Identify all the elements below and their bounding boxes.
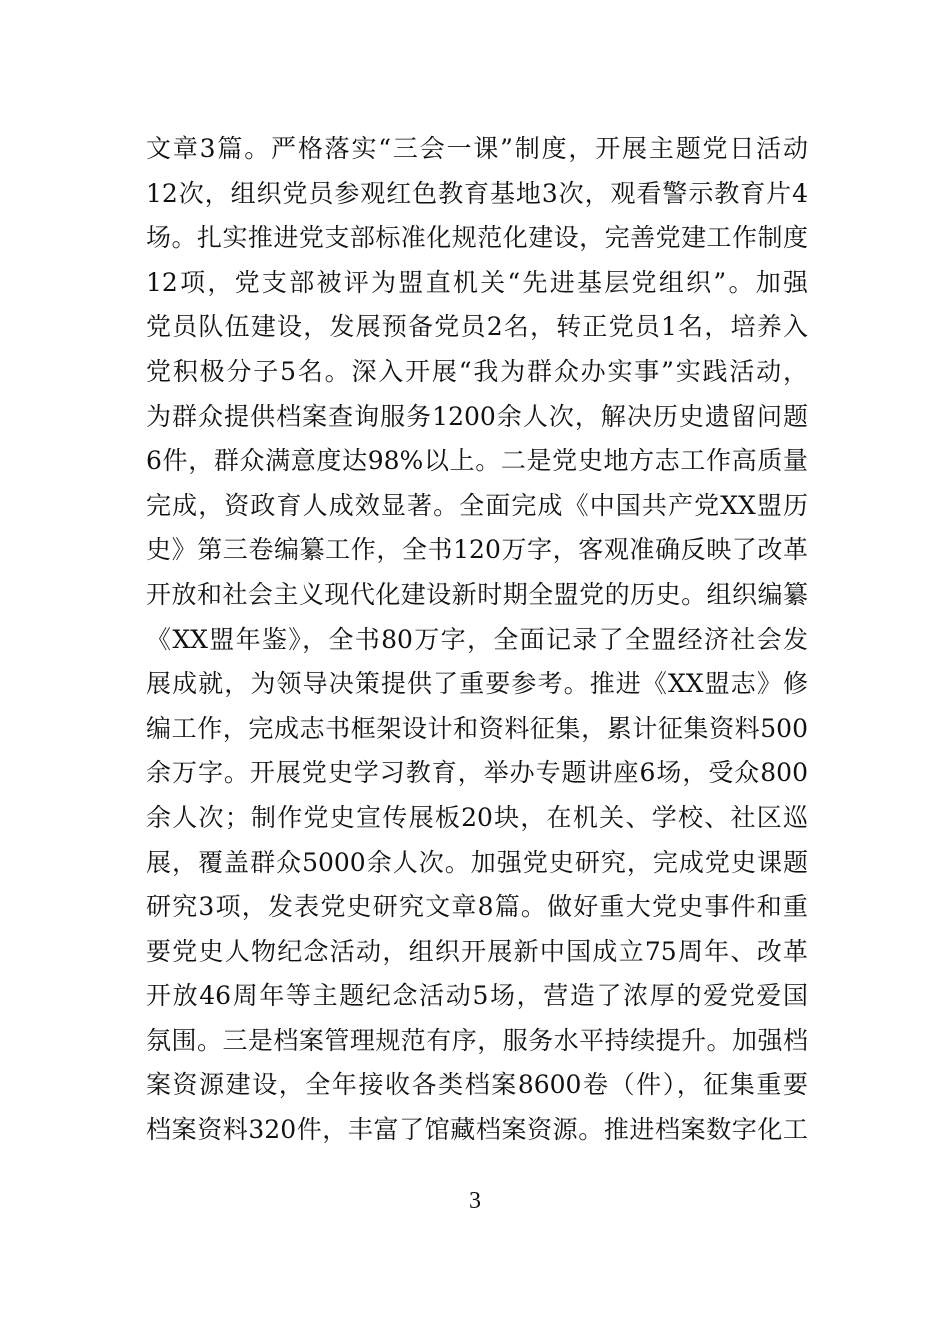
text-line: 研究3项，发表党史研究文章8篇。做好重大党史事件和重 — [146, 892, 808, 922]
text-line: 12项，党支部被评为盟直机关“先进基层党组织”。加强 — [146, 267, 808, 297]
text-line: 《XX盟年鉴》，全书80万字，全面记录了全盟经济社会发 — [146, 624, 808, 654]
text-line: 余万字。开展党史学习教育，举办专题讲座6场，受众800 — [146, 758, 808, 788]
text-line: 要党史人物纪念活动，组织开展新中国成立75周年、改革 — [146, 936, 808, 966]
text-line: 完成，资政育人成效显著。全面完成《中国共产党XX盟历 — [146, 490, 808, 520]
text-line: 6件，群众满意度达98%以上。二是党史地方志工作高质量 — [146, 446, 808, 476]
body-paragraph — [146, 127, 808, 1153]
text-line: 党员队伍建设，发展预备党员2名，转正党员1名，培养入 — [146, 312, 808, 342]
text-line: 12次，组织党员参观红色教育基地3次，观看警示教育片4 — [146, 178, 808, 208]
text-line: 余人次；制作党史宣传展板20块，在机关、学校、社区巡 — [146, 802, 808, 832]
text-line: 开放46周年等主题纪念活动5场，营造了浓厚的爱党爱国 — [146, 981, 808, 1011]
text-line: 为群众提供档案查询服务1200余人次，解决历史遗留问题 — [146, 401, 808, 431]
text-line: 编工作，完成志书框架设计和资料征集，累计征集资料500 — [146, 713, 808, 743]
text-line: 氛围。三是档案管理规范有序，服务水平持续提升。加强档 — [146, 1025, 808, 1055]
text-line: 党积极分子5名。深入开展“我为群众办实事”实践活动， — [146, 356, 808, 386]
text-line: 场。扎实推进党支部标准化规范化建设，完善党建工作制度 — [146, 223, 808, 253]
page-number: 3 — [469, 1188, 481, 1214]
text-line: 展成就，为领导决策提供了重要参考。推进《XX盟志》修 — [146, 669, 808, 699]
text-line: 史》第三卷编纂工作，全书120万字，客观准确反映了改革 — [146, 535, 808, 565]
text-line: 案资源建设，全年接收各类档案8600卷（件），征集重要 — [146, 1070, 808, 1100]
text-line: 展，覆盖群众5000余人次。加强党史研究，完成党史课题 — [146, 847, 808, 877]
text-line: 开放和社会主义现代化建设新时期全盟党的历史。组织编纂 — [146, 579, 808, 609]
text-line: 档案资料320件，丰富了馆藏档案资源。推进档案数字化工 — [146, 1115, 808, 1145]
text-line: 文章3篇。严格落实“三会一课”制度，开展主题党日活动 — [146, 134, 808, 163]
